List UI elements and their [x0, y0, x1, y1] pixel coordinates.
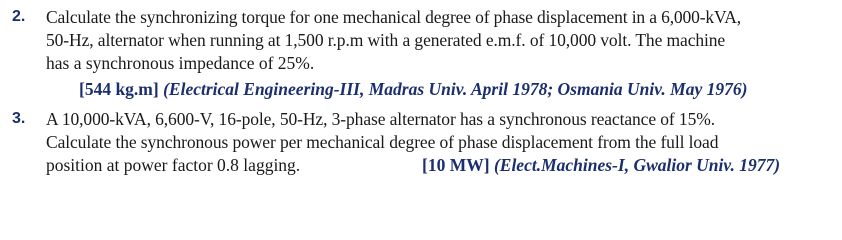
problem-text-line: has a synchronous impedance of 25%. [46, 53, 315, 73]
problem-text-line: position at power factor 0.8 lagging. [46, 155, 301, 175]
problem-text-line: 50-Hz, alternator when running at 1,500 r.p.m with a generated e.m.f. of 10,000 volt. The machine [46, 30, 726, 50]
answer-line [79, 79, 747, 99]
problem-text-line: Calculate the synchronizing torque for one mechanical degree of phase displacement in a 6,000-kVA, [46, 7, 741, 27]
problem-number: 2. [12, 8, 26, 25]
source-citation: (Electrical Engineering-III, Madras Univ. April 1978; Osmania Univ. May 1976) [163, 79, 748, 99]
problem-text-line: Calculate the synchronous power per mechanical degree of phase displacement from the full load [46, 132, 719, 152]
answer-value: [544 kg.m] [79, 79, 159, 99]
answer-line [422, 155, 780, 175]
source-citation: (Elect.Machines-I, Gwalior Univ. 1977) [493, 155, 781, 175]
problem-text-line: A 10,000-kVA, 6,600-V, 16-pole, 50-Hz, 3-phase alternator has a synchronous reactance of 15%. [46, 109, 715, 129]
problem-number: 3. [12, 110, 26, 127]
answer-value: [10 MW] [422, 155, 490, 175]
